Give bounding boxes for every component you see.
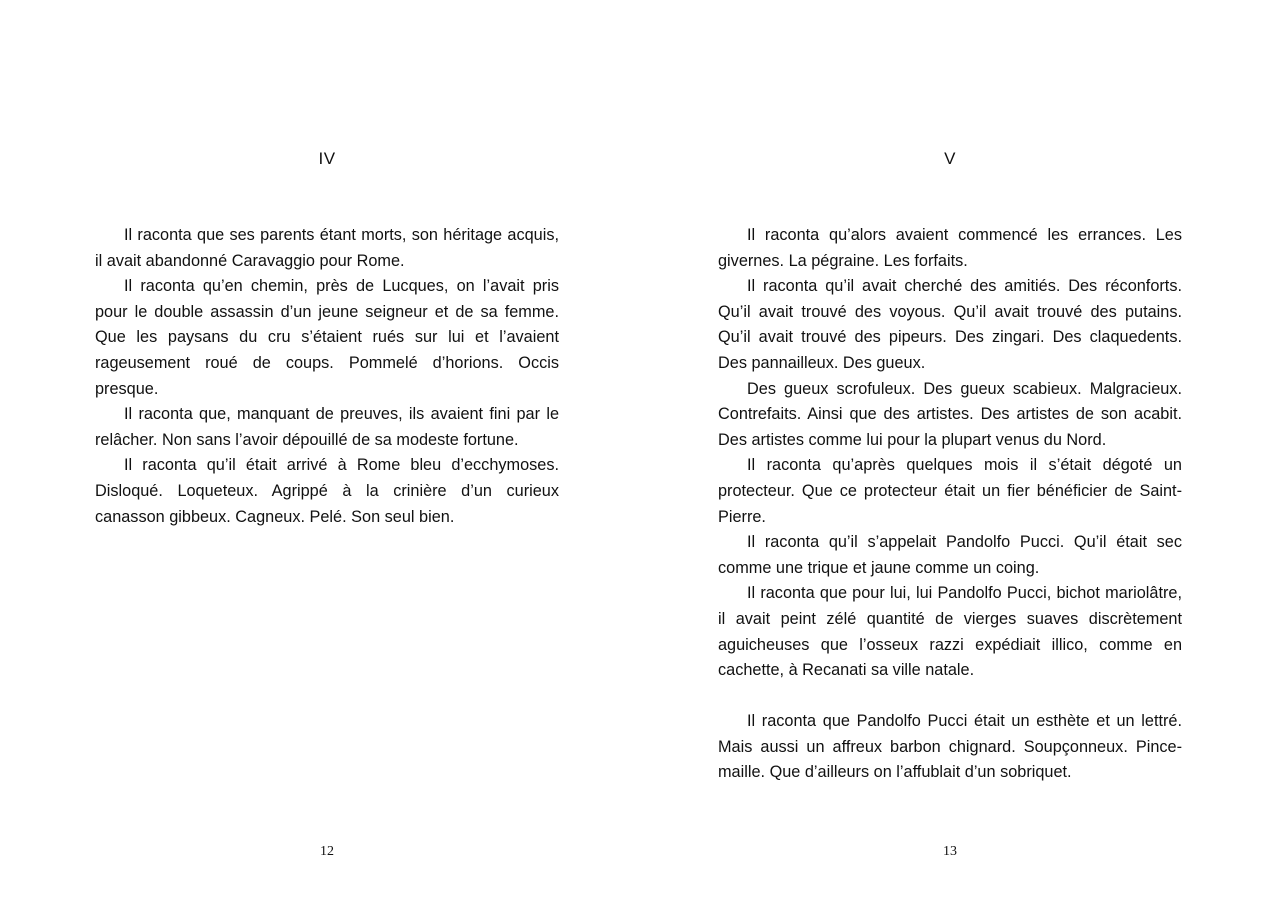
right-page bbox=[639, 0, 1277, 913]
chapter-text bbox=[95, 223, 559, 530]
paragraph: Il raconta que pour lui, lui Pandolfo Pucci, bichot mariolâtre, il avait peint zélé quantité de vierges suaves discrètement aguicheuses que l’osseux razzi expédiait illico, comme en cachette, à Recanati sa ville natale. bbox=[718, 584, 1182, 680]
left-page bbox=[0, 0, 638, 913]
paragraph: Il raconta qu’il s’appelait Pandolfo Pucci. Qu’il était sec comme une trique et jaune comme un coing. bbox=[718, 533, 1182, 577]
paragraph: Il raconta qu’après quelques mois il s’était dégoté un protecteur. Que ce protecteur était un fier bénéficier de Saint-Pierre. bbox=[718, 456, 1182, 526]
paragraph: Il raconta qu’alors avaient commencé les errances. Les givernes. La pégraine. Les forfaits. bbox=[718, 226, 1182, 270]
chapter-text bbox=[718, 223, 1182, 786]
paragraph: Il raconta que Pandolfo Pucci était un esthète et un lettré. Mais aussi un affreux barbon chignard. Soupçonneux. Pince-maille. Que d’ailleurs on l’affublait d’un sobriquet. bbox=[718, 712, 1182, 782]
page-number: 13 bbox=[943, 844, 957, 859]
paragraph: Il raconta qu’il était arrivé à Rome bleu d’ecchymoses. Disloqué. Loqueteux. Agrippé à la crinière d’un curieux canasson gibbeux. Cagneux. Pelé. Son seul bien. bbox=[95, 456, 559, 526]
paragraph: Des gueux scrofuleux. Des gueux scabieux. Malgracieux. Contrefaits. Ainsi que des artistes. Des artistes de son acabit. Des artistes comme lui pour la plupart venus du Nord. bbox=[718, 379, 1182, 449]
paragraph: Il raconta qu’il avait cherché des amitiés. Des réconforts. Qu’il avait trouvé des voyous. Qu’il avait trouvé des putains. Qu’il avait trouvé des pipeurs. Des zingari. Des claquedents. Des pannailleux. Des gueux. bbox=[718, 277, 1182, 372]
paragraph: Il raconta que, manquant de preuves, ils avaient fini par le relâcher. Non sans l’avoir dépouillé de sa modeste fortune. bbox=[95, 405, 559, 449]
paragraph: Il raconta qu’en chemin, près de Lucques, on l’avait pris pour le double assassin d’un jeune seigneur et de sa femme. Que les paysans du cru s’étaient rués sur lui et l’avaient rageusement roué de coups. Pommelé d’horions. Occis presque. bbox=[95, 277, 559, 398]
page-number: 12 bbox=[320, 844, 334, 859]
chapter-heading: IV bbox=[318, 149, 336, 168]
paragraph: Il raconta que ses parents étant morts, son héritage acquis, il avait abandonné Caravaggio pour Rome. bbox=[95, 226, 559, 270]
chapter-heading: V bbox=[944, 149, 956, 168]
